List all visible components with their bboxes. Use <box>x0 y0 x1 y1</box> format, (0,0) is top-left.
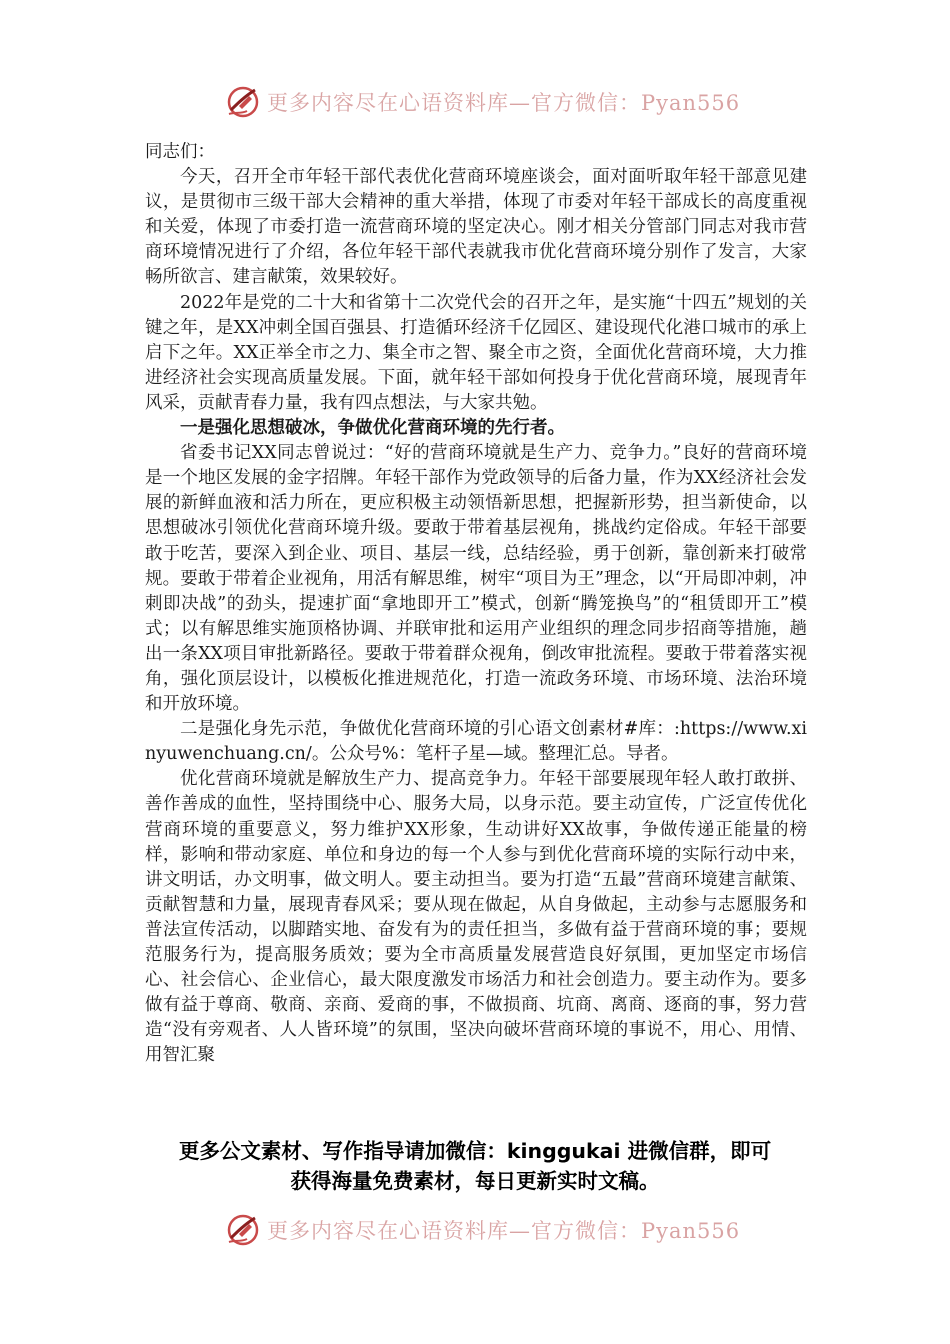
paragraph-context: 2022年是党的二十大和省第十二次党代会的召开之年，是实施“十四五”规划的关键之年，是XX冲刺全国百强县、打造循环经济千亿园区、建设现代化港口城市的承上启下之年。XX正举全市之力、集全市之智、聚全市之资，全面优化营商环境，大力推进经济社会实现高质量发展。下面，就年轻干部如何投身于优化营商环境，展现青年风采，贡献青春力量，我有四点想法，与大家共勉。 <box>145 292 807 413</box>
pen-nib-swirl-logo-icon <box>225 1212 261 1248</box>
promo-notice <box>130 1136 820 1196</box>
header-banner <box>225 82 740 122</box>
footer-banner-text: 更多内容尽在心语资料库—官方微信：Pyan556 <box>267 1219 741 1243</box>
pen-nib-swirl-logo-icon <box>225 84 261 120</box>
salutation: 同志们： <box>145 142 215 162</box>
paragraph-intro: 今天，召开全市年轻干部代表优化营商环境座谈会，面对面听取年轻干部意见建议，是贯彻市三级干部大会精神的重大举措，体现了市委对年轻干部成长的高度重视和关爱，体现了市委打造一流营商环境的坚定决心。刚才相关分管部门同志对我市营商环境情况进行了介绍，各位年轻干部代表就我市优化营商环境分别作了发言，大家畅所欲言、建言献策，效果较好。 <box>145 167 807 288</box>
paragraph-section-1: 省委书记XX同志曾说过：“好的营商环境就是生产力、竞争力。”良好的营商环境是一个地区发展的金字招牌。年轻干部作为党政领导的后备力量，作为XX经济社会发展的新鲜血液和活力所在，更应积极主动领悟新思想，把握新形势，担当新使命，以思想破冰引领优化营商环境升级。要敢于带着基层视角，挑战约定俗成。年轻干部要敢于吃苦，要深入到企业、项目、基层一线，总结经验，勇于创新，靠创新来打破常规。要敢于带着企业视角，用活有解思维，树牢“项目为王”理念，以“开局即冲刺，冲刺即决战”的劲头，提速扩面“拿地即开工”模式，创新“腾笼换鸟”的“租赁即开工”模式；以有解思维实施顶格协调、并联审批和运用产业组织的理念同步招商等措施，趟出一条XX项目审批新路径。要敢于带着群众视角，倒改审批流程。要敢于带着落实视角，强化顶层设计，以模板化推进规范化，打造一流政务环境、市场环境、法治环境和开放环境。 <box>145 443 807 715</box>
section-heading-1: 一是强化思想破冰，争做优化营商环境的先行者。 <box>180 418 565 439</box>
paragraph-section-2: 优化营商环境就是解放生产力、提高竞争力。年轻干部要展现年轻人敢打敢拼、善作善成的血性，坚持围绕中心、服务大局，以身示范。要主动宣传，广泛宣传优化营商环境的重要意义，努力维护XX形象，生动讲好XX故事，争做传递正能量的榜样，影响和带动家庭、单位和身边的每一个人参与到优化营商环境的实际行动中来，讲文明话，办文明事，做文明人。要主动担当。要为打造“五最”营商环境建言献策、贡献智慧和力量，展现青春风采；要从现在做起，从自身做起，主动参与志愿服务和普法宣传活动，以脚踏实地、奋发有为的责任担当，多做有益于营商环境的事；要规范服务行为，提高服务质效；要为全市高质量发展营造良好氛围，更加坚定市场信心、社会信心、企业信心，最大限度激发市场活力和社会创造力。要主动作为。要多做有益于尊商、敬商、亲商、爱商的事，不做损商、坑商、离商、逐商的事，努力营造“没有旁观者、人人皆环境”的氛围，坚决向破坏营商环境的事说不，用心、用情、用智汇聚 <box>145 769 807 1066</box>
promo-line-2: 获得海量免费素材，每日更新实时文稿。 <box>290 1169 660 1193</box>
document-body <box>145 140 807 1068</box>
section-heading-2: 二是强化身先示范，争做优化营商环境的引心语文创素材#库：:https://www.xinyuwenchuang.cn/。公众号%：笔杆子星—域。整理汇总。导者。 <box>145 719 807 765</box>
footer-banner <box>225 1210 740 1250</box>
promo-line-1: 更多公文素材、写作指导请加微信：kinggukai 进微信群，即可 <box>178 1139 772 1163</box>
header-banner-text: 更多内容尽在心语资料库—官方微信：Pyan556 <box>267 91 741 115</box>
